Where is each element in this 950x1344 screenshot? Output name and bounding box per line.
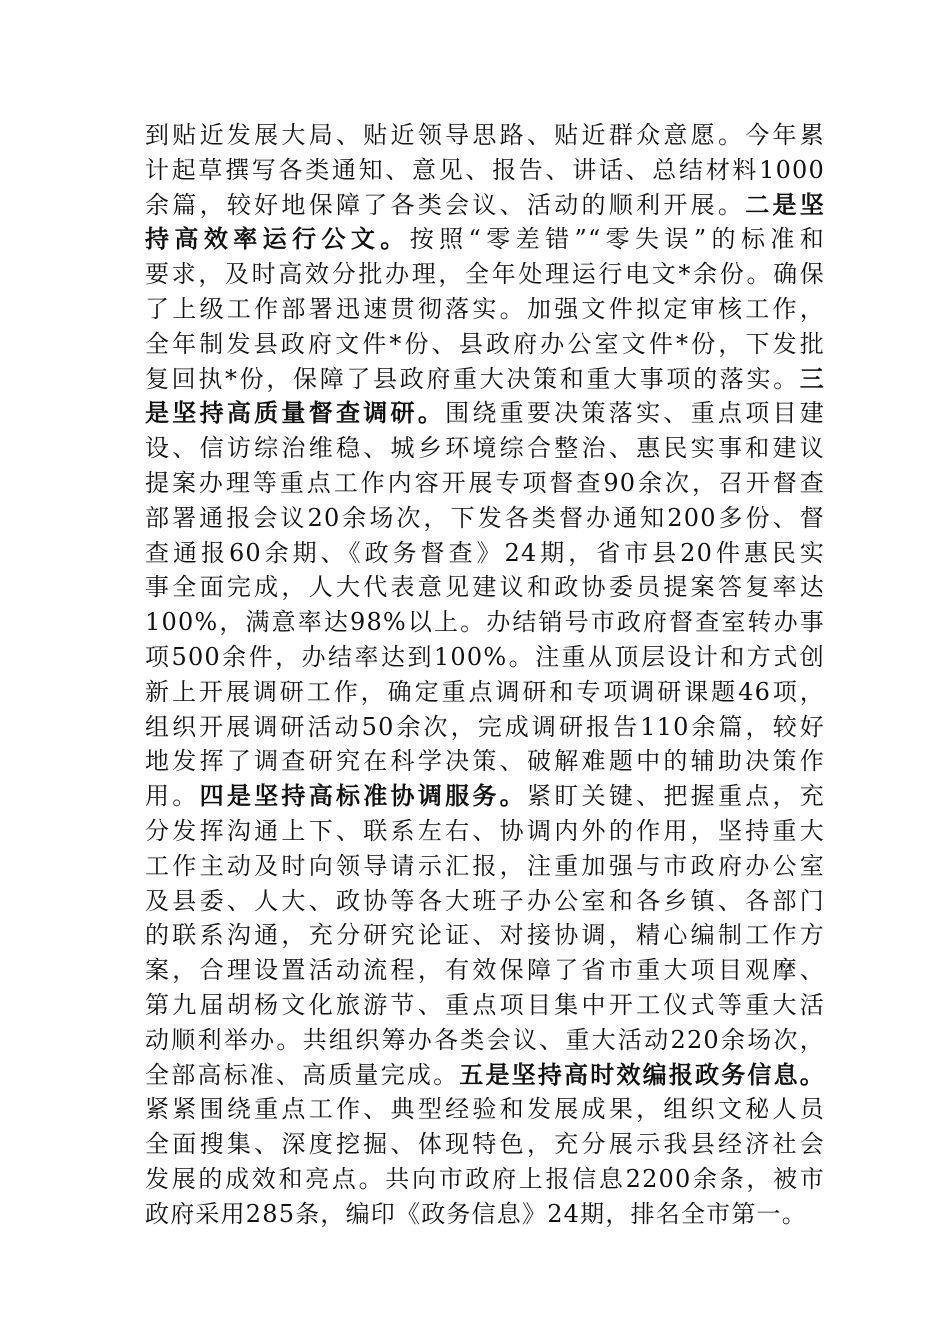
text-line <box>145 362 825 397</box>
paragraph-text: 及县委、人大、政协等各大班子办公室和各乡镇、各部门 <box>145 886 825 915</box>
bold-heading-text: 四是坚持高标准协调服务。 <box>199 782 527 811</box>
paragraph-text: 全部高标准、高质量完成。 <box>145 1060 460 1089</box>
text-line <box>145 501 825 536</box>
text-line <box>145 570 825 605</box>
paragraph-text: 复回执*份，保障了县政府重大决策和重大事项的落实。 <box>145 364 800 393</box>
text-line <box>145 640 825 675</box>
paragraph-text: 第九届胡杨文化旅游节、重点项目集中开工仪式等重大活 <box>145 990 825 1019</box>
paragraph-text: 组织开展调研活动50余次，完成调研报告110余篇，较好 <box>145 712 825 741</box>
text-line <box>145 918 825 953</box>
text-line <box>145 1127 825 1162</box>
text-line <box>145 1092 825 1127</box>
paragraph-text: 了上级工作部署迅速贯彻落实。加强文件拟定审核工作， <box>145 294 825 323</box>
paragraph-text: 全年制发县政府文件*份、县政府办公室文件*份，下发批 <box>145 329 825 358</box>
text-line <box>145 953 825 988</box>
text-line <box>145 849 825 884</box>
text-line <box>145 1197 825 1232</box>
paragraph-text: 发展的成效和亮点。共向市政府上报信息2200余条，被市 <box>145 1164 825 1193</box>
bold-heading-text: 是坚持高质量督查调研。 <box>145 399 446 428</box>
bold-heading-text: 五是坚持高时效编报政务信息。 <box>459 1060 825 1089</box>
paragraph-text: 到贴近发展大局、贴近领导思路、贴近群众意愿。今年累 <box>145 121 825 149</box>
paragraph-text: 余篇，较好地保障了各类会议、活动的顺利开展。 <box>145 190 746 219</box>
paragraph-text: 部署通报会议20余场次，下发各类督办通知200多份、督 <box>145 503 825 532</box>
text-line <box>145 466 825 501</box>
paragraph-text: 的联系沟通，充分研究论证、对接协调，精心编制工作方 <box>145 921 825 950</box>
paragraph-text: 提案办理等重点工作内容开展专项督查90余次，召开督查 <box>145 468 825 497</box>
text-line <box>145 292 825 327</box>
text-line <box>145 396 825 431</box>
paragraph-text: 查通报60余期、《政务督查》24期，省市县20件惠民实 <box>145 538 825 567</box>
text-line <box>145 118 825 153</box>
paragraph-text: 地发挥了调查研究在科学决策、破解难题中的辅助决策作 <box>145 747 825 776</box>
text-line <box>145 605 825 640</box>
text-line <box>145 327 825 362</box>
paragraph-text: 新上开展调研工作，确定重点调研和专项调研课题46项， <box>145 677 825 706</box>
text-line <box>145 988 825 1023</box>
text-line <box>145 884 825 919</box>
text-line <box>145 779 825 814</box>
text-line <box>145 153 825 188</box>
text-line <box>145 1162 825 1197</box>
paragraph-text: 计起草撰写各类通知、意见、报告、讲话、总结材料1000 <box>145 155 825 184</box>
paragraph-text: 设、信访综治维稳、城乡环境综合整治、惠民实事和建议 <box>145 434 825 463</box>
bold-heading-text: 持高效率运行公文。 <box>145 225 410 254</box>
paragraph-text: 用。 <box>145 782 200 811</box>
text-line <box>145 222 825 257</box>
text-line <box>145 814 825 849</box>
paragraph-text: 事全面完成，人大代表意见建议和政协委员提案答复率达 <box>145 573 825 602</box>
bold-heading-text: 三 <box>799 364 825 393</box>
text-line <box>145 536 825 571</box>
paragraph-text: 按照“零差错”“零失误”的标准和 <box>409 225 825 254</box>
paragraph-text: 围绕重要决策落实、重点项目建 <box>445 399 825 428</box>
text-line <box>145 431 825 466</box>
paragraph-text: 紧紧围绕重点工作、典型经验和发展成果，组织文秘人员 <box>145 1095 825 1124</box>
bold-heading-text: 二是坚 <box>745 190 825 219</box>
paragraph-text: 分发挥沟通上下、联系左右、协调内外的作用，坚持重大 <box>145 816 825 845</box>
paragraph-text: 政府采用285条，编印《政务信息》24期，排名全市第一。 <box>145 1199 807 1228</box>
body-text <box>145 118 825 1232</box>
text-line <box>145 710 825 745</box>
paragraph-text: 紧盯关键、把握重点，充 <box>526 782 826 811</box>
text-line <box>145 1058 825 1093</box>
text-line <box>145 744 825 779</box>
text-line <box>145 675 825 710</box>
paragraph-text: 要求，及时高效分批办理，全年处理运行电文*余份。确保 <box>145 260 825 289</box>
paragraph-text: 动顺利举办。共组织筹办各类会议、重大活动220余场次， <box>145 1025 825 1054</box>
paragraph-text: 案，合理设置活动流程，有效保障了省市重大项目观摩、 <box>145 956 825 985</box>
paragraph-text: 工作主动及时向领导请示汇报，注重加强与市政府办公室 <box>145 851 825 880</box>
text-line <box>145 188 825 223</box>
text-line <box>145 1023 825 1058</box>
paragraph-text: 100%，满意率达98%以上。办结销号市政府督查室转办事 <box>145 608 825 637</box>
paragraph-text: 项500余件，办结率达到100%。注重从顶层设计和方式创 <box>145 642 825 671</box>
text-line <box>145 257 825 292</box>
paragraph-text: 全面搜集、深度挖掘、体现特色，充分展示我县经济社会 <box>145 1130 825 1159</box>
